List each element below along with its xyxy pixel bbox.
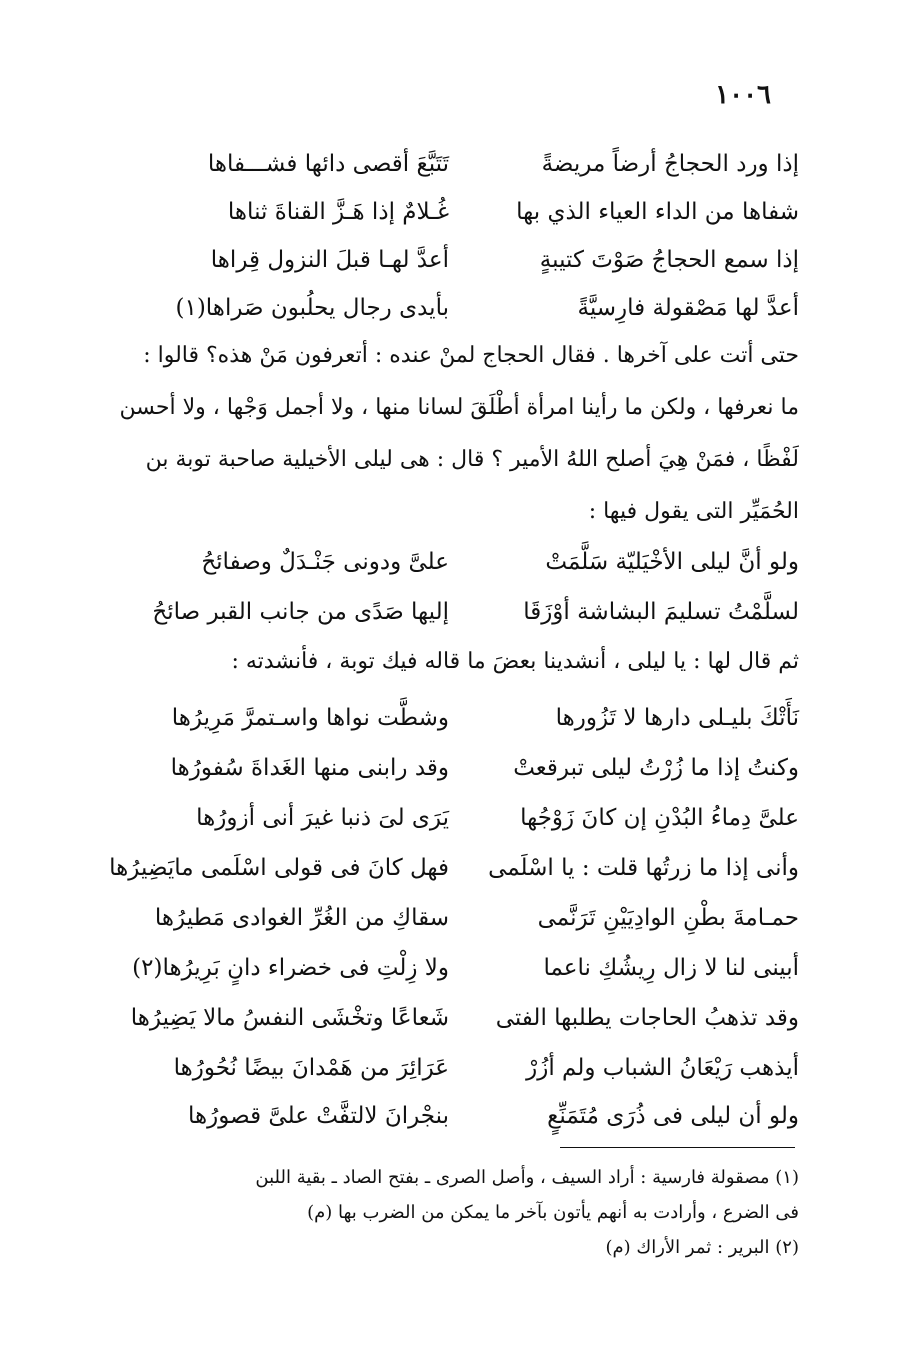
verse-first-hemistich: حمـامةَ بطْنِ الوادِيَيْنِ تَرَنَّمى <box>537 905 799 931</box>
prose-line: الحُمَيِّر التى يقول فيها : <box>588 499 799 524</box>
prose-line: ما نعرفها ، ولكن ما رأينا امرأة أطْلَقَ لسانا منها ، ولا أجمل وَجْها ، ولا أحسن <box>119 395 799 420</box>
poem-verse <box>139 286 799 330</box>
poem-verse <box>139 696 799 740</box>
verse-second-hemistich: يَرَى لىَ ذنبا غيرَ أنى أزورُها <box>196 805 449 831</box>
poem-verse <box>139 1094 799 1138</box>
verse-second-hemistich: بأيدى رجال يحلُبون صَراها(١) <box>175 295 449 321</box>
verse-first-hemistich: وكنتُ إذا ما زُرْتُ ليلى تبرقعتْ <box>513 755 799 781</box>
verse-second-hemistich: بنجْرانَ لالتفَّتْ علىَّ قصورُها <box>188 1103 449 1129</box>
prose-paragraph <box>99 330 799 538</box>
poem-verse <box>139 896 799 940</box>
verse-first-hemistich: ولو أن ليلى فى ذُرَى مُتَمَنِّعٍ <box>547 1103 799 1129</box>
footnotes <box>99 1160 799 1265</box>
verse-second-hemistich: ولا زِلْتِ فى خضراء دانٍ بَرِيرُها(٢) <box>132 955 449 981</box>
poem-verse <box>139 796 799 840</box>
poem-verse <box>139 540 799 584</box>
verse-first-hemistich: أيذهب رَيْعَانُ الشباب ولم أزُرْ <box>526 1055 799 1081</box>
poem-verse <box>139 142 799 186</box>
verse-second-hemistich: شَعاعًا وتخْشَى النفسُ مالا يَضِيرُها <box>130 1005 449 1031</box>
verse-second-hemistich: وقد رابنى منها الغَداةَ سُفورُها <box>170 755 449 781</box>
verse-second-hemistich: غُـلامٌ إذا هَـزَّ القناةَ ثناها <box>227 199 449 225</box>
verse-second-hemistich: إليها صَدًى من جانب القبر صائحُ <box>152 599 449 625</box>
prose-line: لَفْظًا ، فمَنْ هِيَ أصلح اللهُ الأمير ؟ قال : هى ليلى الأخيلية صاحبة توبة بن <box>145 447 799 472</box>
intro-line <box>99 636 799 688</box>
footnote-divider <box>560 1147 795 1148</box>
poem-verse <box>139 190 799 234</box>
page-number: ١٠٠٦ <box>715 80 771 110</box>
poem-verse <box>130 996 799 1040</box>
footnote-line: (٢) البرير : ثمر الأراك (م) <box>605 1237 799 1258</box>
verse-first-hemistich: إذا سمع الحجاجُ صَوْتَ كتيبةٍ <box>539 247 799 273</box>
poem-verse <box>109 846 799 890</box>
verse-second-hemistich: تَتَبَّعَ أقصى دائها فشـــفاها <box>207 151 449 177</box>
verse-second-hemistich: وشطَّت نواها واسـتمرَّ مَرِيرُها <box>171 705 449 731</box>
footnote-line: فى الضرع ، وأرادت به أنهم يأتون بآخر ما يمكن من الضرب بها (م) <box>307 1202 799 1223</box>
verse-first-hemistich: وأنى إذا ما زرتُها قلت : يا اسْلَمى <box>488 855 799 881</box>
verse-second-hemistich: فهل كانَ فى قولى اسْلَمى مايَضِيرُها <box>109 855 449 881</box>
verse-first-hemistich: علىَّ دِماءُ البُدْنِ إن كانَ زَوْجُها <box>520 805 799 831</box>
poem-verse <box>139 746 799 790</box>
verse-second-hemistich: علىَّ ودونى جَنْـدَلٌ وصفائحُ <box>201 549 449 575</box>
verse-first-hemistich: إذا ورد الحجاجُ أرضاً مريضةً <box>541 151 799 177</box>
verse-first-hemistich: أبينى لنا لا زال رِيشُكِ ناعما <box>543 955 799 981</box>
verse-first-hemistich: أعدَّ لها مَصْقولة فارِسيَّةً <box>577 295 799 321</box>
verse-second-hemistich: سقاكِ من الغُرِّ الغوادى مَطيرُها <box>154 905 449 931</box>
prose-line: ثم قال لها : يا ليلى ، أنشدينا بعضَ ما قاله فيك توبة ، فأنشدته : <box>231 649 799 674</box>
poem-verse <box>139 1046 799 1090</box>
verse-first-hemistich: لسلَّمْتُ تسليمَ البشاشة أوْزَقَا <box>523 599 799 625</box>
poem-verse <box>139 238 799 282</box>
verse-first-hemistich: وقد تذهبُ الحاجات يطلبها الفتى <box>495 1005 799 1031</box>
verse-first-hemistich: ولو أنَّ ليلى الأخْيَليّة سَلَّمَتْ <box>545 549 799 575</box>
poem-verse <box>139 590 799 634</box>
verse-second-hemistich: عَرَائِرَ من هَمْدانَ بيضًا نُحُورُها <box>173 1055 449 1081</box>
verse-second-hemistich: أعدَّ لهـا قبلَ النزول قِراها <box>210 247 449 273</box>
footnote-line: (١) مصقولة فارسية : أراد السيف ، وأصل الصرى ـ بفتح الصاد ـ بقية اللبن <box>255 1167 799 1188</box>
poem-verse <box>132 946 799 990</box>
prose-line: حتى أتت على آخرها . فقال الحجاج لمنْ عنده : أتعرفون مَنْ هذه؟ قالوا : <box>143 343 799 368</box>
verse-first-hemistich: شفاها من الداء العياء الذي بها <box>516 199 799 225</box>
verse-first-hemistich: نَأَتْكَ بليـلى دارها لا تَزُورها <box>555 705 799 731</box>
